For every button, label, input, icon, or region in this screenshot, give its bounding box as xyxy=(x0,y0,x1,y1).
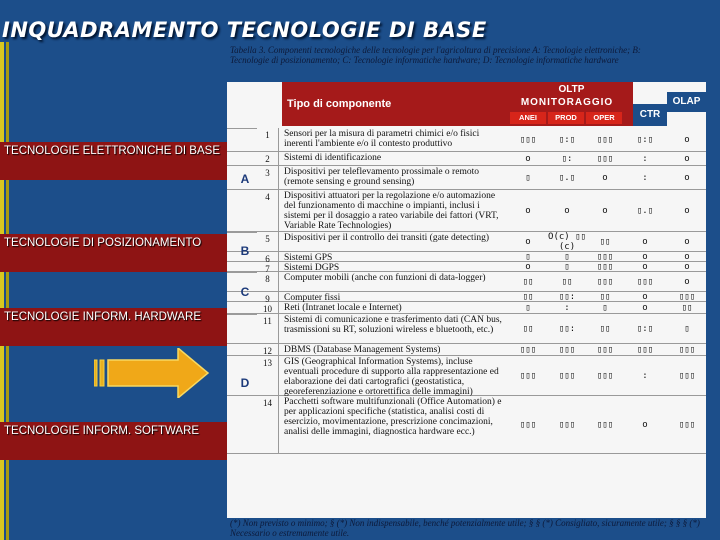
row-number: 5 xyxy=(257,232,279,251)
rating-cell: o xyxy=(684,261,690,272)
rating-cell: ▯▯: xyxy=(558,323,576,334)
row-number: 14 xyxy=(257,396,279,453)
group-divider xyxy=(227,314,257,315)
row-number: 12 xyxy=(257,344,279,355)
rating-cell: ▯▯▯ xyxy=(596,261,614,272)
rating-cell: : xyxy=(642,370,648,381)
category-elettroniche: TECNOLOGIE ELETTRONICHE DI BASE xyxy=(0,142,228,180)
rating-cell: ▯▯▯ xyxy=(596,370,614,381)
components-table xyxy=(227,82,706,518)
table-caption: Tabella 3. Componenti tecnologiche delle tecnologie per l'agricoltura di precisione A: Tecnologie elettroniche; B: Tecnologie di posizionamento; C: Tecnologie informatiche hardware; D: Tecnologie informatiche hardware xyxy=(230,45,641,65)
rating-cell: o xyxy=(525,261,531,272)
row-description: Pacchetti software multifunzionali (Office Automation) e per applicazioni specifiche (statistica, analisi costi di esercizio, movimentazione, prescrizione concimazioni, analisi delle immagini, diagnostica hardware ecc.) xyxy=(284,397,502,437)
rating-cell: o xyxy=(684,251,690,262)
row-number: 8 xyxy=(257,272,279,291)
header-anei: ANEI xyxy=(510,112,546,124)
rating-cell: o xyxy=(525,205,531,216)
row-description: Sistemi DGPS xyxy=(284,263,340,272)
group-letter: D xyxy=(240,376,250,390)
header-ctr: CTR xyxy=(633,104,667,126)
category-list xyxy=(0,0,230,540)
rating-cell: ▯▯▯ xyxy=(558,419,576,430)
table-row xyxy=(227,356,706,396)
table-row xyxy=(227,128,706,152)
table-row xyxy=(227,190,706,232)
row-number: 3 xyxy=(257,166,279,189)
table-row xyxy=(227,396,706,454)
row-description: Dispositivi per il controllo dei transiti (gate detecting) xyxy=(284,233,489,243)
row-number: 9 xyxy=(257,292,279,301)
table-row xyxy=(227,166,706,190)
rating-cell: ▯.▯ xyxy=(636,205,654,216)
rating-cell: ▯ xyxy=(684,323,690,334)
rating-cell: ▯▯▯ xyxy=(596,276,614,287)
rating-cell: o xyxy=(684,276,690,287)
rating-cell: ▯▯ xyxy=(522,323,534,334)
category-software: TECNOLOGIE INFORM. SOFTWARE xyxy=(0,422,228,460)
rating-cell: ▯▯▯ xyxy=(678,344,696,355)
row-number: 4 xyxy=(257,190,279,231)
right-arrow-icon xyxy=(94,348,210,398)
rating-cell: ▯ xyxy=(564,251,570,262)
table-legend: (*) Non previsto o minimo; § (*) Non indispensabile, benché potenzialmente utile; § § (*) Consigliato, sicuramente utile; § § § (*) Necessario o estremamente utile. xyxy=(230,518,700,538)
rating-cell: ▯:▯ xyxy=(558,134,576,145)
row-description: Computer mobili (anche con funzioni di data-logger) xyxy=(284,273,486,283)
rating-cell: ▯▯▯ xyxy=(558,370,576,381)
rating-cell: ▯▯▯ xyxy=(636,344,654,355)
table-row xyxy=(227,344,706,356)
rating-cell: o xyxy=(684,205,690,216)
row-description: Dispositivi attuatori per la regolazione e/o automazione del funzionamento di macchine o impianti, inclusi i sistemi per il dosaggio a rateo variabile dei fattori (VRT, Variable Rate Technologies) xyxy=(284,191,499,231)
slide-title: INQUADRAMENTO TECNOLOGIE DI BASE xyxy=(2,18,487,42)
rating-cell: o xyxy=(642,291,648,302)
rating-cell: : xyxy=(642,172,648,183)
row-description: Dispositivi per teleflevamento prossimale o remoto (remote sensing e ground sensing) xyxy=(284,167,479,187)
rating-cell: o xyxy=(642,251,648,262)
rating-cell: : xyxy=(564,302,570,313)
rating-cell: o xyxy=(642,419,648,430)
rating-cell: ▯▯ xyxy=(599,236,611,247)
rating-cell: ▯.▯ xyxy=(558,172,576,183)
rating-cell: ▯▯ xyxy=(599,291,611,302)
group-letter: A xyxy=(240,172,250,186)
rating-cell: ▯▯▯ xyxy=(678,419,696,430)
row-number: 6 xyxy=(257,252,279,261)
rating-cell: O(c) ▯▯ (c) xyxy=(548,231,586,252)
header-oltp: OLTP xyxy=(558,84,585,95)
rating-cell: ▯▯▯ xyxy=(678,370,696,381)
rating-cell: o xyxy=(684,153,690,164)
row-number: 13 xyxy=(257,356,279,395)
row-description: Sistemi GPS xyxy=(284,253,333,262)
rating-cell: ▯▯: xyxy=(558,291,576,302)
header-monitoraggio: MONITORAGGIO xyxy=(520,97,614,108)
rating-cell: o xyxy=(564,205,570,216)
rating-cell: o xyxy=(684,172,690,183)
rating-cell: : xyxy=(642,153,648,164)
rating-cell: o xyxy=(525,236,531,247)
table-row xyxy=(227,302,706,314)
header-tipo: Tipo di componente xyxy=(287,98,392,110)
row-number: 11 xyxy=(257,314,279,343)
rating-cell: ▯: xyxy=(561,153,573,164)
rating-cell: ▯▯▯ xyxy=(596,134,614,145)
group-letter: C xyxy=(240,285,250,299)
category-hardware: TECNOLOGIE INFORM. HARDWARE xyxy=(0,308,228,346)
table-row xyxy=(227,232,706,252)
header-olap: OLAP xyxy=(667,92,706,112)
rating-cell: o xyxy=(684,236,690,247)
rating-cell: ▯:▯ xyxy=(636,134,654,145)
rating-cell: o xyxy=(642,302,648,313)
rating-cell: o xyxy=(684,134,690,145)
row-description: GIS (Geographical Information Systems), incluse eventuali procedure di supporto alla rappresentazione ed elaborazione dei dati cartografici (geostatistica, georeferenziazione e ortorettifica delle immagini) xyxy=(284,357,499,396)
rating-cell: o xyxy=(525,153,531,164)
rating-cell: o xyxy=(642,236,648,247)
table-row xyxy=(227,152,706,166)
header-oper: OPER xyxy=(586,112,622,124)
rating-cell: ▯▯ xyxy=(522,276,534,287)
rating-cell: o xyxy=(642,261,648,272)
rating-cell: ▯▯▯ xyxy=(596,344,614,355)
rating-cell: ▯ xyxy=(525,251,531,262)
row-number: 7 xyxy=(257,262,279,271)
rating-cell: ▯▯▯ xyxy=(596,251,614,262)
rating-cell: ▯ xyxy=(525,172,531,183)
table-row xyxy=(227,292,706,302)
group-divider xyxy=(227,272,257,273)
rating-cell: ▯▯ xyxy=(599,323,611,334)
rating-cell: o xyxy=(602,205,608,216)
row-description: Reti (Intranet locale e Internet) xyxy=(284,303,402,313)
group-divider xyxy=(227,128,257,129)
rating-cell: ▯:▯ xyxy=(636,323,654,334)
table-row xyxy=(227,262,706,272)
row-number: 1 xyxy=(257,128,279,151)
rating-cell: ▯▯▯ xyxy=(678,291,696,302)
rating-cell: ▯▯▯ xyxy=(519,344,537,355)
rating-cell: o xyxy=(602,172,608,183)
rating-cell: ▯▯ xyxy=(561,276,573,287)
row-number: 2 xyxy=(257,152,279,165)
table-row xyxy=(227,272,706,292)
rating-cell: ▯▯ xyxy=(522,291,534,302)
row-description: Sistemi di identificazione xyxy=(284,153,382,163)
rating-cell: ▯▯▯ xyxy=(596,153,614,164)
category-posizionamento: TECNOLOGIE DI POSIZIONAMENTO xyxy=(0,234,228,272)
rating-cell: ▯▯▯ xyxy=(558,344,576,355)
rating-cell: ▯ xyxy=(525,302,531,313)
rating-cell: ▯▯▯ xyxy=(519,419,537,430)
row-description: DBMS (Database Management Systems) xyxy=(284,345,441,355)
rating-cell: ▯▯ xyxy=(681,302,693,313)
rating-cell: ▯▯▯ xyxy=(519,134,537,145)
row-description: Computer fissi xyxy=(284,293,341,302)
rating-cell: ▯▯▯ xyxy=(519,370,537,381)
table-row xyxy=(227,252,706,262)
group-letter: B xyxy=(240,244,250,258)
rating-cell: ▯ xyxy=(564,261,570,272)
row-description: Sistemi di comunicazione e trasferimento dati (CAN bus, trasmissioni su RT, soluzioni wireless e bluetooth, etc.) xyxy=(284,315,502,335)
rating-cell: ▯▯▯ xyxy=(636,276,654,287)
row-description: Sensori per la misura di parametri chimici e/o fisici inerenti l'ambiente e/o il contesto produttivo xyxy=(284,129,480,149)
header-prod: PROD xyxy=(548,112,584,124)
rating-cell: ▯▯▯ xyxy=(596,419,614,430)
group-divider xyxy=(227,232,257,233)
row-number: 10 xyxy=(257,302,279,313)
table-row xyxy=(227,314,706,344)
rating-cell: ▯ xyxy=(602,302,608,313)
